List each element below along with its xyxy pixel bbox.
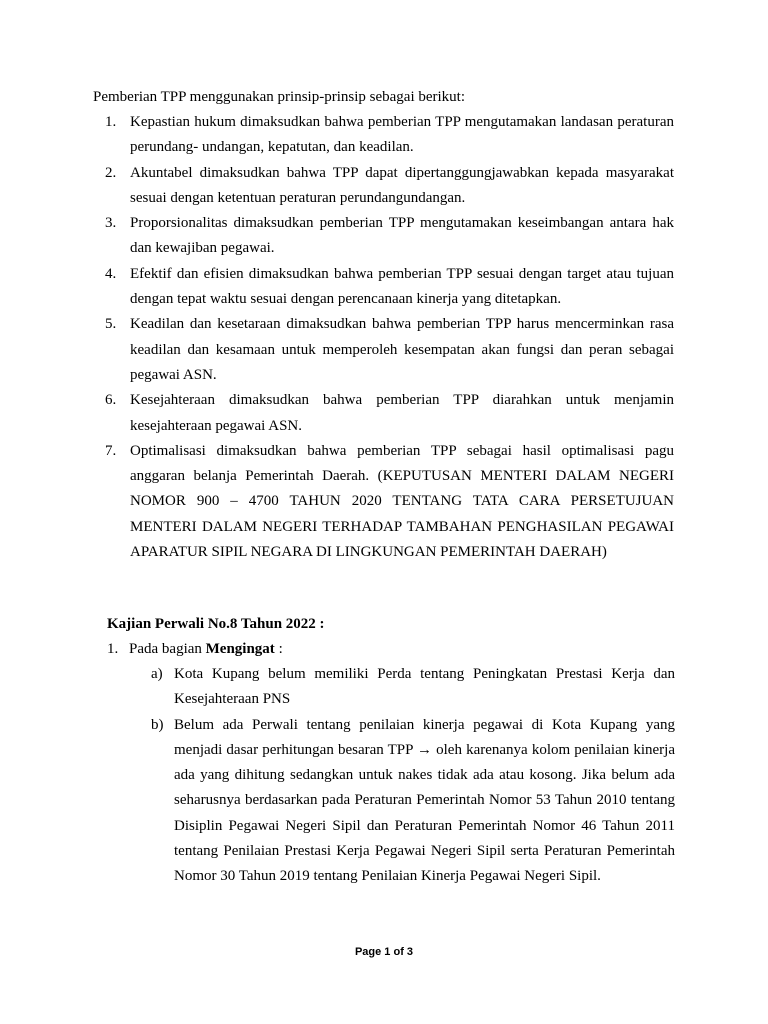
principle-number: 6. bbox=[105, 392, 117, 409]
principle-number: 4. bbox=[105, 265, 117, 282]
principle-item bbox=[93, 110, 674, 161]
review-item-suffix: : bbox=[274, 641, 283, 657]
principle-item bbox=[93, 211, 674, 262]
principle-item bbox=[93, 262, 674, 313]
review-item-text bbox=[129, 637, 283, 662]
review-item-number: 1. bbox=[107, 641, 119, 657]
principle-item bbox=[93, 161, 674, 212]
review-subitem bbox=[151, 713, 675, 890]
intro-paragraph: Pemberian TPP menggunakan prinsip-prinsip sebagai berikut: bbox=[93, 89, 466, 105]
review-item-bold: Mengingat bbox=[205, 641, 275, 657]
subitem-label: b) bbox=[151, 716, 164, 733]
review-subitem bbox=[151, 662, 675, 713]
principle-text: Akuntabel dimaksudkan bahwa TPP dapat dipertanggungjawabkan kepada masyarakat sesuai dengan ketentuan peraturan perundangundangan. bbox=[130, 164, 674, 206]
principle-text: Proporsionalitas dimaksudkan pemberian TPP mengutamakan keseimbangan antara hak dan kewajiban pegawai. bbox=[130, 215, 674, 257]
principle-text: Kesejahteraan dimaksudkan bahwa pemberian TPP diarahkan untuk menjamin kesejahteraan pegawai ASN. bbox=[130, 392, 674, 434]
principle-text: Optimalisasi dimaksudkan bahwa pemberian TPP sebagai hasil optimalisasi pagu anggaran belanja Pemerintah Daerah. (KEPUTUSAN MENTERI DALAM NEGERI NOMOR 900 – 4700 TAHUN 2020 TENTANG TATA CARA PERSETUJUAN MENTERI DALAM NEGERI TERHADAP TAMBAHAN PENGHASILAN PEGAWAI APARATUR SIPIL NEGARA DI LINGKUNGAN PEMERINTAH DAERAH) bbox=[130, 442, 674, 561]
principle-text: Keadilan dan kesetaraan dimaksudkan bahwa pemberian TPP harus mencerminkan rasa keadilan dan kesamaan untuk memperoleh kesempatan akan fungsi dan peran sebagai pegawai ASN. bbox=[130, 316, 674, 383]
principle-number: 2. bbox=[105, 164, 117, 181]
principle-number: 3. bbox=[105, 215, 117, 232]
section-heading: Kajian Perwali No.8 Tahun 2022 : bbox=[107, 616, 325, 632]
review-subitems bbox=[151, 662, 675, 890]
subitem-text: Kota Kupang belum memiliki Perda tentang Peningkatan Prestasi Kerja dan Kesejahteraan PNS bbox=[174, 666, 675, 708]
principle-text: Kepastian hukum dimaksudkan bahwa pemberian TPP mengutamakan landasan peraturan perundang- undangan, kepatutan, dan keadilan. bbox=[130, 114, 674, 156]
principle-number: 1. bbox=[105, 114, 117, 130]
principle-item bbox=[93, 388, 674, 439]
subitem-text: Belum ada Perwali tentang penilaian kinerja pegawai di Kota Kupang yang menjadi dasar perhitungan besaran TPP → oleh karenanya kolom penilaian kinerja ada yang dihitung sedangkan untuk nakes tidak ada atau kosong. Jika belum ada seharusnya berdasarkan pada Peraturan Pemerintah Nomor 53 Tahun 2010 tentang Disiplin Pegawai Negeri Sipil dan Peraturan Pemerintah Nomor 46 Tahun 2011 tentang Penilaian Prestasi Kerja Pegawai Negeri Sipil serta Peraturan Pemerintah Nomor 30 Tahun 2019 tentang Penilaian Kinerja Pegawai Negeri Sipil. bbox=[174, 716, 675, 885]
principle-number: 5. bbox=[105, 316, 117, 333]
page-footer: Page 1 of 3 bbox=[354, 946, 414, 958]
principle-item bbox=[93, 312, 674, 388]
subitem-label: a) bbox=[151, 666, 163, 682]
principle-number: 7. bbox=[105, 442, 117, 459]
principle-item bbox=[93, 439, 674, 565]
review-item-prefix: Pada bagian bbox=[129, 641, 206, 657]
principle-text: Efektif dan efisien dimaksudkan bahwa pemberian TPP sesuai dengan target atau tujuan dengan tepat waktu sesuai dengan perencanaan kinerja yang ditetapkan. bbox=[130, 265, 674, 308]
principles-list bbox=[93, 110, 674, 565]
